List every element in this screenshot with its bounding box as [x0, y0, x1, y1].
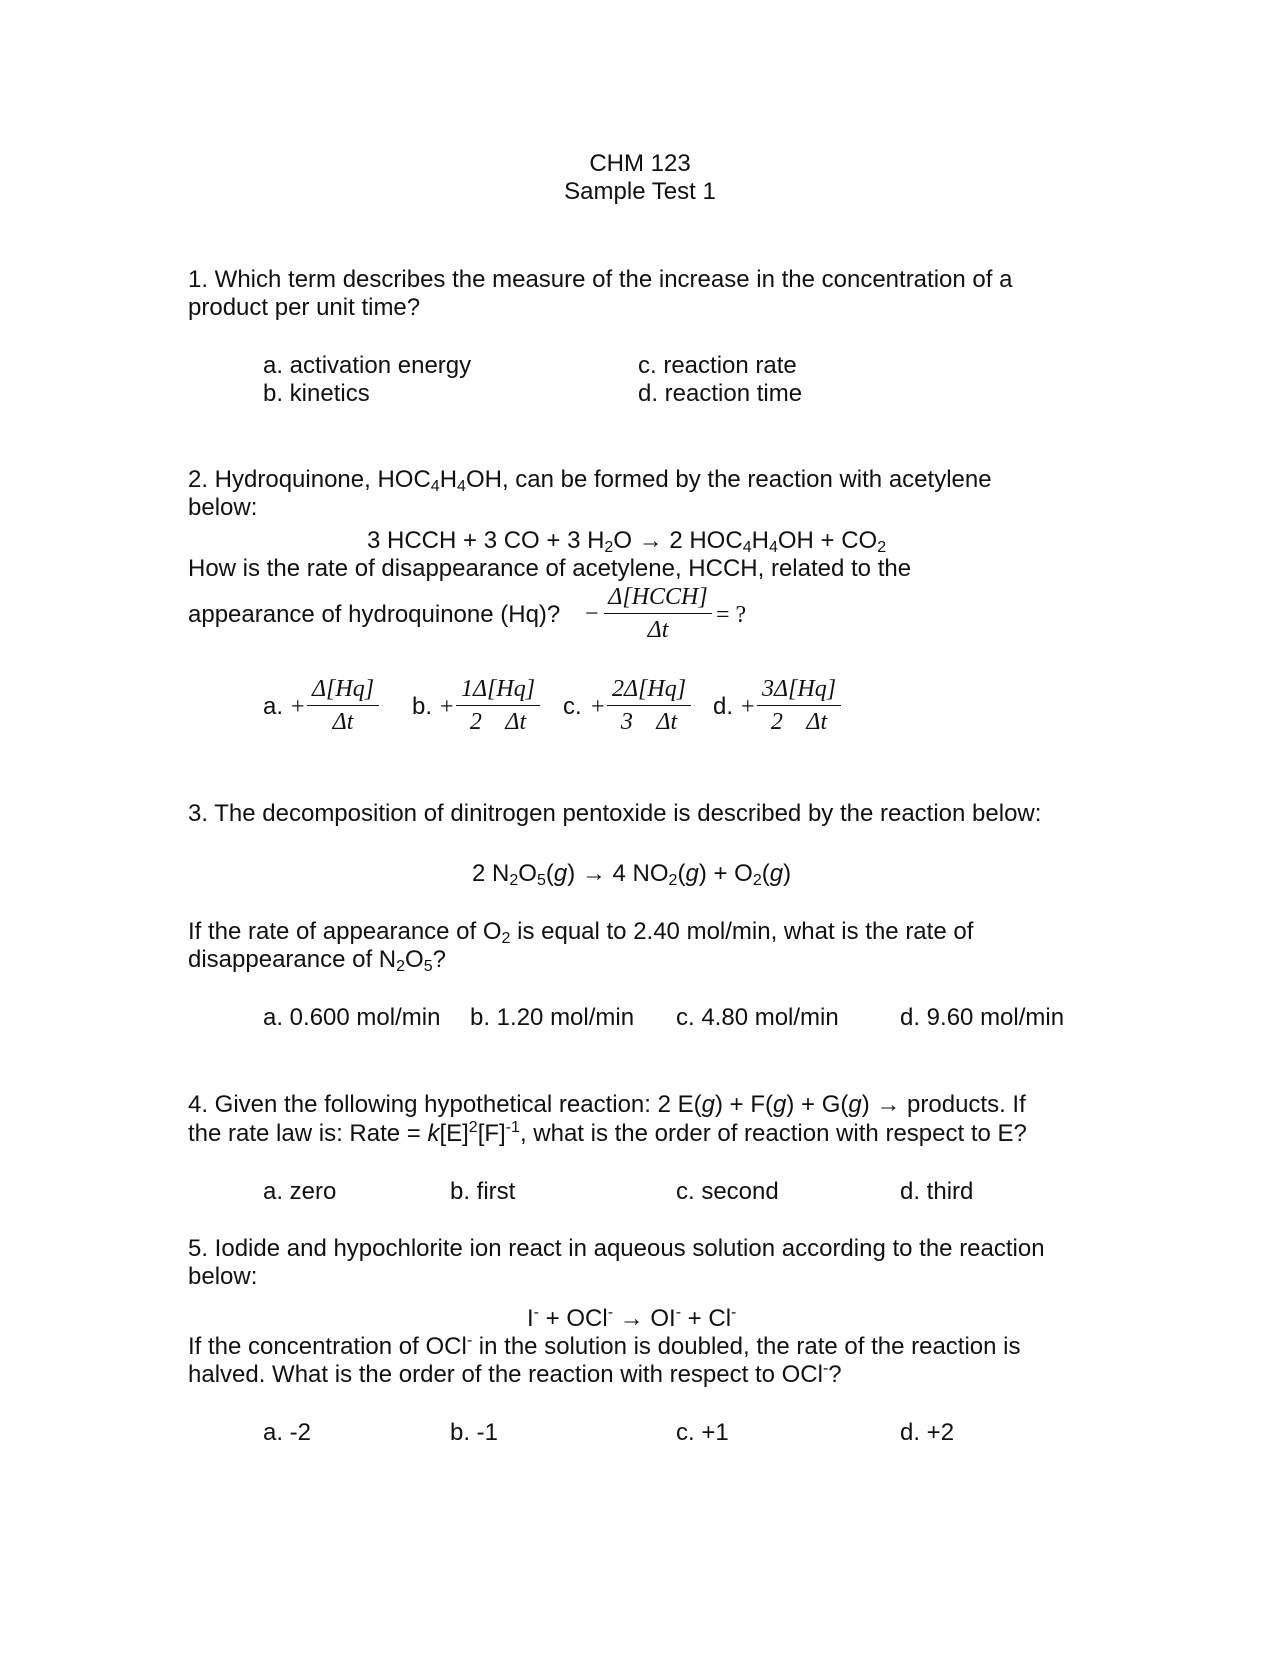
- q5-question-line2: halved. What is the order of the reaction with respect to OCl-?: [188, 1360, 842, 1388]
- q4-choice-c[interactable]: c. second: [676, 1178, 779, 1205]
- page-subtitle: Sample Test 1: [564, 178, 716, 205]
- q2-choice-b-fraction[interactable]: [456, 674, 540, 738]
- q2-equation: 3 HCCH + 3 CO + 3 $H_2O \to 2$ $HOC_4H_4OH + CO_2$: [367, 527, 887, 556]
- q5-choice-a[interactable]: a. -2: [263, 1419, 312, 1446]
- q1-choice-d[interactable]: d. reaction time: [638, 380, 803, 407]
- q2-choice-c-label[interactable]: c.: [563, 693, 582, 720]
- q2-equals-question: = ?: [716, 602, 747, 628]
- q2-choice-a-plus: +: [291, 694, 305, 720]
- q1-text-line1: 1. Which term describes the measure of the increase in the concentration of a: [188, 266, 1013, 293]
- q5-choice-c[interactable]: c. +1: [676, 1419, 729, 1446]
- q5-text-line1: 5. Iodide and hypochlorite ion react in aqueous solution according to the reaction: [188, 1235, 1045, 1262]
- course-title: CHM 123: [589, 150, 691, 177]
- q2-choice-d-plus: +: [741, 694, 755, 720]
- q2-rate-denominator: Δt: [647, 617, 669, 643]
- q2-choice-a-denominator: Δt: [332, 709, 354, 735]
- q2-minus-sign: −: [585, 601, 599, 627]
- q5-choice-b[interactable]: b. -1: [450, 1419, 499, 1446]
- q5-question-line1: If the concentration of OCl- in the solution is doubled, the rate of the reaction is: [188, 1332, 1021, 1360]
- q2-text-line3: How is the rate of disappearance of acetylene, HCCH, related to the: [188, 555, 912, 582]
- q3-equation: 2 $N_2O_5(g) \to 4$ $NO_2(g) + O_2(g)$: [472, 860, 792, 889]
- q2-text-line2: below:: [188, 494, 258, 521]
- q2-choice-d-denominator: 2 Δt: [770, 709, 828, 735]
- q3-choice-d[interactable]: d. 9.60 mol/min: [900, 1004, 1065, 1031]
- q2-choice-b-denominator: 2 Δt: [469, 709, 527, 735]
- q2-choice-d-label[interactable]: d.: [713, 693, 734, 720]
- q1-choice-b[interactable]: b. kinetics: [263, 380, 370, 407]
- q2-choice-d-numerator: 3Δ[Hq]: [761, 676, 837, 702]
- q1-choice-a[interactable]: a. activation energy: [263, 352, 472, 379]
- q2-choice-c-denominator: 3 Δt: [620, 709, 678, 735]
- q1-choice-c[interactable]: c. reaction rate: [638, 352, 797, 379]
- q4-choice-b[interactable]: b. first: [450, 1178, 516, 1205]
- q2-choice-b-plus: +: [440, 694, 454, 720]
- fraction-bar: [607, 705, 691, 706]
- q3-choice-b[interactable]: b. 1.20 mol/min: [470, 1004, 635, 1031]
- q2-choice-c-numerator: 2Δ[Hq]: [611, 676, 687, 702]
- q2-choice-a-fraction[interactable]: [307, 674, 379, 738]
- q4-choice-d[interactable]: d. third: [900, 1178, 974, 1205]
- q4-choice-a[interactable]: a. zero: [263, 1178, 337, 1205]
- q3-text-line1: 3. The decomposition of dinitrogen pentoxide is described by the reaction below:: [188, 800, 1042, 827]
- q2-choice-a-numerator: Δ[Hq]: [311, 676, 375, 702]
- fraction-bar: [604, 613, 712, 614]
- q2-text-line1: 2. Hydroquinone, $HOC_4H_4OH$, can be formed by the reaction with acetylene: [188, 466, 992, 495]
- q5-text-line2: below:: [188, 1263, 258, 1290]
- q3-question-line1: If the rate of appearance of $O_2$ is equal to 2.40 mol/min, what is the rate of: [188, 918, 974, 947]
- q1-text-line2: product per unit time?: [188, 294, 421, 321]
- q2-text-line4: appearance of hydroquinone (Hq)?: [188, 601, 561, 628]
- q5-choice-d[interactable]: d. +2: [900, 1419, 955, 1446]
- q4-text-line2: the rate law is: Rate = $k[E]^2[F]^{-1}$, what is the order of reaction with respect to E?: [188, 1119, 1027, 1147]
- q2-choice-b-numerator: 1Δ[Hq]: [460, 676, 536, 702]
- q3-choice-a[interactable]: a. 0.600 mol/min: [263, 1004, 441, 1031]
- q2-choice-c-plus: +: [591, 694, 605, 720]
- q2-choice-a-label[interactable]: a.: [263, 693, 284, 720]
- fraction-bar: [757, 705, 841, 706]
- q2-rate-fraction: [604, 582, 712, 646]
- fraction-bar: [456, 705, 540, 706]
- q4-text-line1: 4. Given the following hypothetical reaction: 2 E(g) + F(g) + G(g) → products. If: [188, 1091, 1026, 1118]
- q2-choice-d-fraction[interactable]: [757, 674, 841, 738]
- q2-choice-c-fraction[interactable]: [607, 674, 691, 738]
- q5-equation: I- + OCl- → OI- + Cl-: [527, 1304, 737, 1332]
- q2-rate-numerator: Δ[HCCH]: [608, 584, 708, 610]
- q3-question-line2: disappearance of $N_2O_5$?: [188, 946, 446, 975]
- fraction-bar: [307, 705, 379, 706]
- q3-choice-c[interactable]: c. 4.80 mol/min: [676, 1004, 839, 1031]
- q2-choice-b-label[interactable]: b.: [412, 693, 433, 720]
